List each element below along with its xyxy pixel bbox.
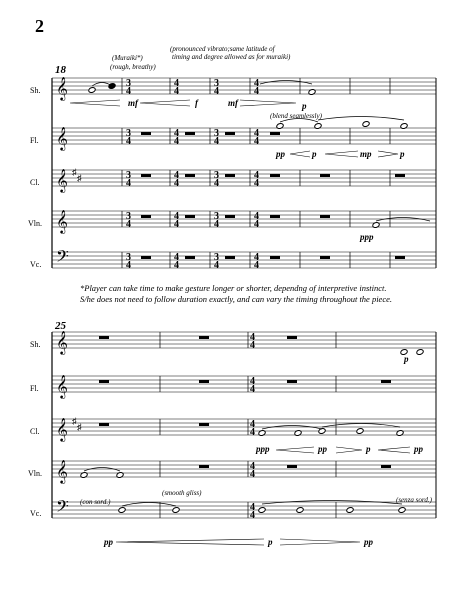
- tie: [322, 424, 400, 428]
- time-signature: 3: [126, 252, 131, 263]
- crescendo-hairpin: [116, 539, 264, 545]
- dynamic-cl-pp-2: pp: [414, 444, 423, 454]
- annotation-vibrato-line2: timing and degree allowed as for muraiki): [172, 53, 291, 61]
- notehead: [398, 507, 406, 514]
- time-signature: 4: [254, 211, 259, 222]
- measure-rest: [270, 215, 280, 218]
- dynamic-sh-mf: mf: [128, 98, 138, 108]
- measure-number-18: 18: [55, 64, 66, 76]
- dynamic-fl-pp: pp: [276, 149, 285, 159]
- footnote: [80, 283, 440, 305]
- instrument-label-shakuhachi: Sh.: [30, 86, 41, 95]
- measure-rest: [141, 256, 151, 259]
- clef-icon: 𝄞: [56, 419, 68, 441]
- time-signature: 3: [126, 78, 131, 89]
- time-signature: 3: [214, 170, 219, 181]
- time-signature: 3: [214, 128, 219, 139]
- notehead: [116, 472, 124, 479]
- dynamic-fl-p: p: [312, 149, 317, 159]
- footnote-line-1: *Player can take time to make gesture longer or shorter, dependng of interpretive instinct.: [80, 283, 387, 293]
- time-signature: 4: [250, 427, 255, 438]
- crescendo-hairpin: [70, 100, 120, 106]
- time-signature: 4: [250, 502, 255, 513]
- time-signature: 4: [174, 211, 179, 222]
- measure-rest: [185, 256, 195, 259]
- time-signature: 4: [174, 78, 179, 89]
- clef-icon: 𝄞: [56, 170, 68, 192]
- time-signature: 4: [250, 461, 255, 472]
- measure-rest: [225, 256, 235, 259]
- dynamic-fl-mp: mp: [360, 149, 372, 159]
- instrument-label-cello: Vc.: [30, 260, 42, 269]
- notehead: [294, 430, 302, 437]
- time-signature: 4: [250, 419, 255, 430]
- notehead: [172, 507, 180, 514]
- annotation-muraiki: (Muraiki*): [112, 54, 143, 62]
- measure-rest: [287, 380, 297, 383]
- dynamic-fl-p-2: p: [400, 149, 405, 159]
- clef-icon: 𝄞: [56, 376, 68, 398]
- decrescendo-hairpin: [378, 151, 398, 157]
- time-signature: 4: [174, 252, 179, 263]
- sharp-icon: ♯: [72, 416, 77, 426]
- decrescendo-hairpin: [280, 539, 360, 545]
- time-signature: 4: [126, 86, 131, 97]
- time-signature: 3: [126, 211, 131, 222]
- measure-rest: [320, 215, 330, 218]
- instrument-label-cello-2: Vc.: [30, 509, 42, 518]
- measure-rest: [141, 215, 151, 218]
- time-signature: 4: [174, 219, 179, 230]
- dynamic-sh-p: p: [302, 101, 307, 111]
- measure-rest: [270, 132, 280, 135]
- notehead: [362, 121, 370, 128]
- notehead: [118, 507, 126, 514]
- annotation-blend-seamlessly: (blend seamlessly): [270, 112, 322, 120]
- measure-rest: [199, 465, 209, 468]
- dynamic-sh-mf-2: mf: [228, 98, 238, 108]
- dynamic-cl-ppp: ppp: [256, 444, 270, 454]
- time-signature: 4: [214, 219, 219, 230]
- instrument-label-flute: Fl.: [30, 136, 39, 145]
- time-signature: 4: [174, 170, 179, 181]
- time-signature: 4: [126, 136, 131, 147]
- measure-rest: [395, 256, 405, 259]
- time-signature: 4: [254, 252, 259, 263]
- time-signature: 4: [174, 260, 179, 271]
- instrument-label-clarinet: Cl.: [30, 178, 40, 187]
- time-signature: 4: [254, 78, 259, 89]
- time-signature: 4: [254, 128, 259, 139]
- time-signature: 4: [250, 340, 255, 351]
- dynamic-vc-p: p: [268, 537, 273, 547]
- dynamic-cl-p: p: [366, 444, 371, 454]
- measure-rest: [287, 465, 297, 468]
- clef-icon: 𝄞: [56, 211, 68, 233]
- instrument-label-violin-2: Vln.: [28, 469, 42, 478]
- measure-number-25: 25: [55, 320, 66, 332]
- crescendo-hairpin: [276, 447, 314, 453]
- time-signature: 4: [214, 136, 219, 147]
- footnote-line-2: S/he does not need to follow duration exactly, and can vary the timing throughout the piece.: [80, 294, 393, 304]
- notehead: [276, 123, 284, 130]
- measure-rest: [199, 423, 209, 426]
- time-signature: 4: [254, 86, 259, 97]
- time-signature: 4: [250, 332, 255, 343]
- measure-rest: [185, 132, 195, 135]
- measure-rest: [199, 380, 209, 383]
- time-signature: 4: [254, 170, 259, 181]
- measure-rest: [185, 174, 195, 177]
- notehead: [314, 123, 322, 130]
- dynamic-vln-ppp: ppp: [360, 232, 374, 242]
- measure-rest: [141, 132, 151, 135]
- tie: [318, 117, 404, 121]
- dynamic-cl-pp: pp: [318, 444, 327, 454]
- time-signature: 4: [214, 86, 219, 97]
- time-signature: 4: [214, 260, 219, 271]
- time-signature: 3: [214, 78, 219, 89]
- notehead: [258, 430, 266, 437]
- measure-rest: [185, 215, 195, 218]
- tie: [122, 503, 176, 507]
- measure-rest: [225, 132, 235, 135]
- time-signature: 4: [254, 136, 259, 147]
- measure-rest: [141, 174, 151, 177]
- time-signature: 4: [254, 260, 259, 271]
- annotation-con-sord: (con sord.): [80, 498, 111, 506]
- clef-icon: 𝄞: [56, 461, 68, 483]
- measure-rest: [395, 174, 405, 177]
- notehead: [396, 430, 404, 437]
- decrescendo-hairpin: [336, 447, 362, 453]
- dynamic-vc-pp: pp: [104, 537, 113, 547]
- time-signature: 4: [254, 178, 259, 189]
- clef-icon: 𝄞: [56, 128, 68, 150]
- time-signature: 4: [250, 384, 255, 395]
- measure-rest: [99, 336, 109, 339]
- dynamic-sh-p-2: p: [404, 354, 409, 364]
- notehead: [308, 89, 316, 96]
- notehead: [296, 507, 304, 514]
- measure-rest: [270, 256, 280, 259]
- time-signature: 4: [174, 178, 179, 189]
- annotation-rough-breathy: (rough, breathy): [110, 63, 156, 71]
- time-signature: 3: [214, 252, 219, 263]
- notehead: [80, 472, 88, 479]
- measure-rest: [99, 423, 109, 426]
- time-signature: 4: [126, 260, 131, 271]
- instrument-label-flute-2: Fl.: [30, 384, 39, 393]
- measure-rest: [270, 174, 280, 177]
- instrument-label-violin: Vln.: [28, 219, 42, 228]
- notehead: [356, 428, 364, 435]
- notation: [56, 78, 430, 545]
- time-signature: 4: [174, 136, 179, 147]
- sharp-icon: ♯: [72, 167, 77, 177]
- measure-rest: [225, 215, 235, 218]
- decrescendo-hairpin: [240, 100, 296, 106]
- time-signature: 4: [250, 376, 255, 387]
- sharp-icon: ♯: [77, 422, 82, 432]
- clef-icon: 𝄞: [56, 332, 68, 354]
- notehead: [258, 507, 266, 514]
- time-signature: 4: [254, 219, 259, 230]
- notehead: [416, 349, 424, 356]
- time-signature: 4: [250, 510, 255, 521]
- notehead: [372, 222, 380, 229]
- measure-rest: [287, 336, 297, 339]
- measure-rest: [381, 465, 391, 468]
- notehead: [88, 87, 96, 94]
- page-number: 2: [35, 16, 44, 36]
- clef-icon: 𝄢: [56, 248, 69, 270]
- time-signature: 3: [126, 170, 131, 181]
- time-signature: 3: [214, 211, 219, 222]
- measure-rest: [320, 256, 330, 259]
- time-signature: 4: [126, 178, 131, 189]
- crescendo-hairpin: [140, 100, 190, 106]
- time-signature: 4: [126, 219, 131, 230]
- clef-icon: 𝄢: [56, 498, 69, 520]
- clef-icon: 𝄞: [56, 78, 68, 100]
- measure-rest: [199, 336, 209, 339]
- dynamic-vc-pp-2: pp: [364, 537, 373, 547]
- notehead: [346, 507, 354, 514]
- time-signature: 4: [250, 469, 255, 480]
- annotation-vibrato-line1: (pronounced vibrato;same latitude of: [170, 45, 275, 53]
- notehead: [400, 123, 408, 130]
- time-signature: 4: [174, 128, 179, 139]
- crescendo-hairpin: [378, 447, 410, 453]
- time-signature: 4: [174, 86, 179, 97]
- time-signature: 3: [126, 128, 131, 139]
- measure-rest: [381, 380, 391, 383]
- dynamic-sh-f: f: [195, 98, 198, 108]
- sharp-icon: ♯: [77, 173, 82, 183]
- instrument-label-shakuhachi-2: Sh.: [30, 340, 41, 349]
- time-signature: 4: [214, 178, 219, 189]
- measure-rest: [99, 380, 109, 383]
- instrument-label-clarinet-2: Cl.: [30, 427, 40, 436]
- measure-rest: [320, 174, 330, 177]
- annotation-senza-sord: (senza sord.): [396, 496, 432, 504]
- measure-rest: [225, 174, 235, 177]
- annotation-smooth-gliss: (smooth gliss): [162, 489, 202, 497]
- crescendo-hairpin: [290, 151, 310, 157]
- crescendo-hairpin: [325, 151, 358, 157]
